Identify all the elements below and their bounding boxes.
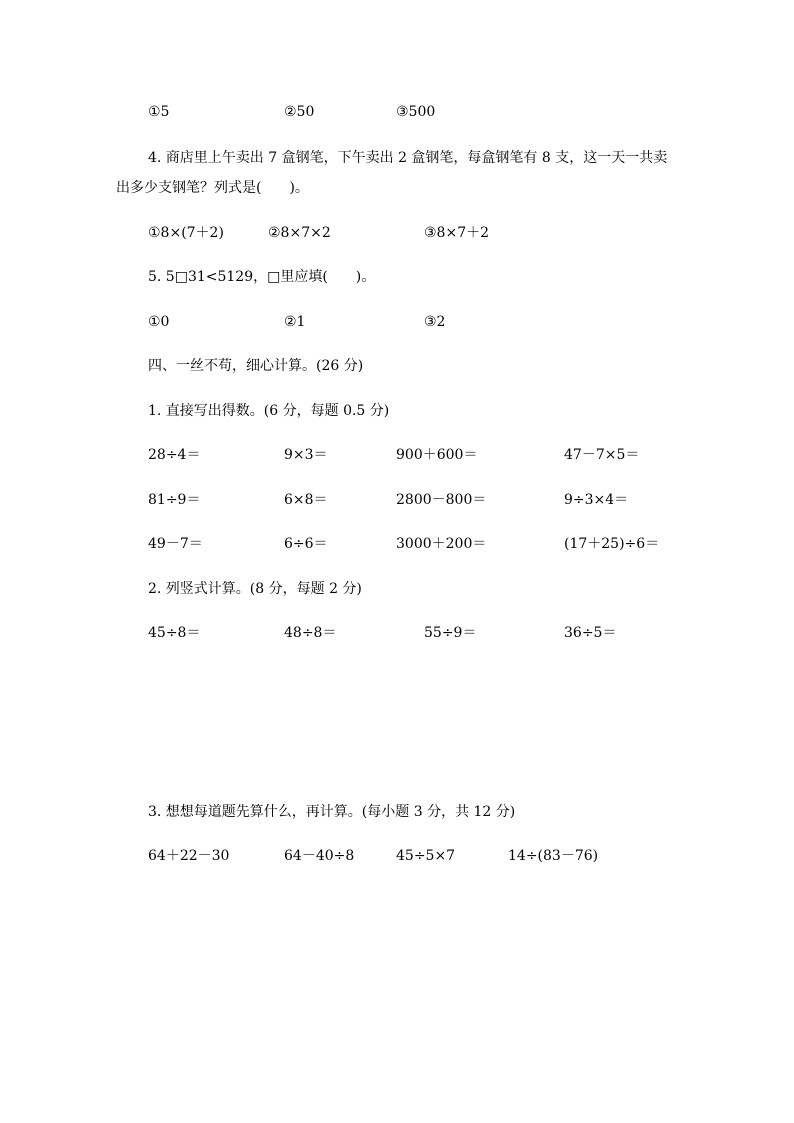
q5-option-1: ①0 bbox=[148, 314, 170, 330]
vertical-calc-item: 48÷8＝ bbox=[284, 625, 337, 641]
q3-option-1: ①5 bbox=[148, 104, 170, 120]
oral-calc-item: 47－7×5＝ bbox=[564, 447, 640, 463]
q3-option-2: ②50 bbox=[284, 104, 315, 120]
q4-option-1: ①8×(7＋2) bbox=[148, 225, 224, 241]
oral-calc-item: 2800－800＝ bbox=[396, 492, 487, 508]
oral-calc-item: 3000＋200＝ bbox=[396, 536, 487, 552]
oral-calc-item: 28÷4＝ bbox=[148, 447, 201, 463]
oral-calc-item: 6÷6＝ bbox=[284, 536, 328, 552]
vertical-calc-item: 36÷5＝ bbox=[564, 625, 617, 641]
order-calc-item: 64－40÷8 bbox=[284, 848, 355, 864]
oral-calc-item: 49－7＝ bbox=[148, 536, 203, 552]
q5-option-2: ②1 bbox=[284, 314, 306, 330]
section-4-title: 四、一丝不苟，细心计算。(26 分) bbox=[148, 358, 364, 374]
part-2-title: 2. 列竖式计算。(8 分，每题 2 分) bbox=[148, 581, 362, 597]
oral-calc-item: 6×8＝ bbox=[284, 492, 328, 508]
q4-question: 4. 商店里上午卖出 7 盒钢笔，下午卖出 2 盒钢笔，每盒钢笔有 8 支，这一天一共卖出多少支钢笔？列式是( )。 bbox=[116, 150, 668, 196]
oral-calc-item: 9÷3×4＝ bbox=[564, 492, 629, 508]
q4-option-3: ③8×7＋2 bbox=[424, 225, 490, 241]
oral-calc-item: 9×3＝ bbox=[284, 447, 328, 463]
q3-option-3: ③500 bbox=[396, 104, 436, 120]
oral-calc-item: 81÷9＝ bbox=[148, 492, 201, 508]
q5-question: 5. 5□31<5129，□里应填( )。 bbox=[148, 269, 376, 285]
order-calc-item: 45÷5×7 bbox=[396, 848, 456, 864]
vertical-calc-item: 55÷9＝ bbox=[424, 625, 477, 641]
q5-option-3: ③2 bbox=[424, 314, 446, 330]
order-calc-item: 64＋22－30 bbox=[148, 848, 230, 864]
oral-calc-item: (17＋25)÷6＝ bbox=[564, 536, 660, 552]
part-3-title: 3. 想想每道题先算什么，再计算。(每小题 3 分，共 12 分) bbox=[148, 804, 516, 820]
oral-calc-item: 900＋600＝ bbox=[396, 447, 478, 463]
part-1-title: 1. 直接写出得数。(6 分，每题 0.5 分) bbox=[148, 403, 390, 419]
q4-option-2: ②8×7×2 bbox=[268, 225, 331, 241]
order-calc-item: 14÷(83－76) bbox=[508, 848, 599, 864]
vertical-calc-item: 45÷8＝ bbox=[148, 625, 201, 641]
